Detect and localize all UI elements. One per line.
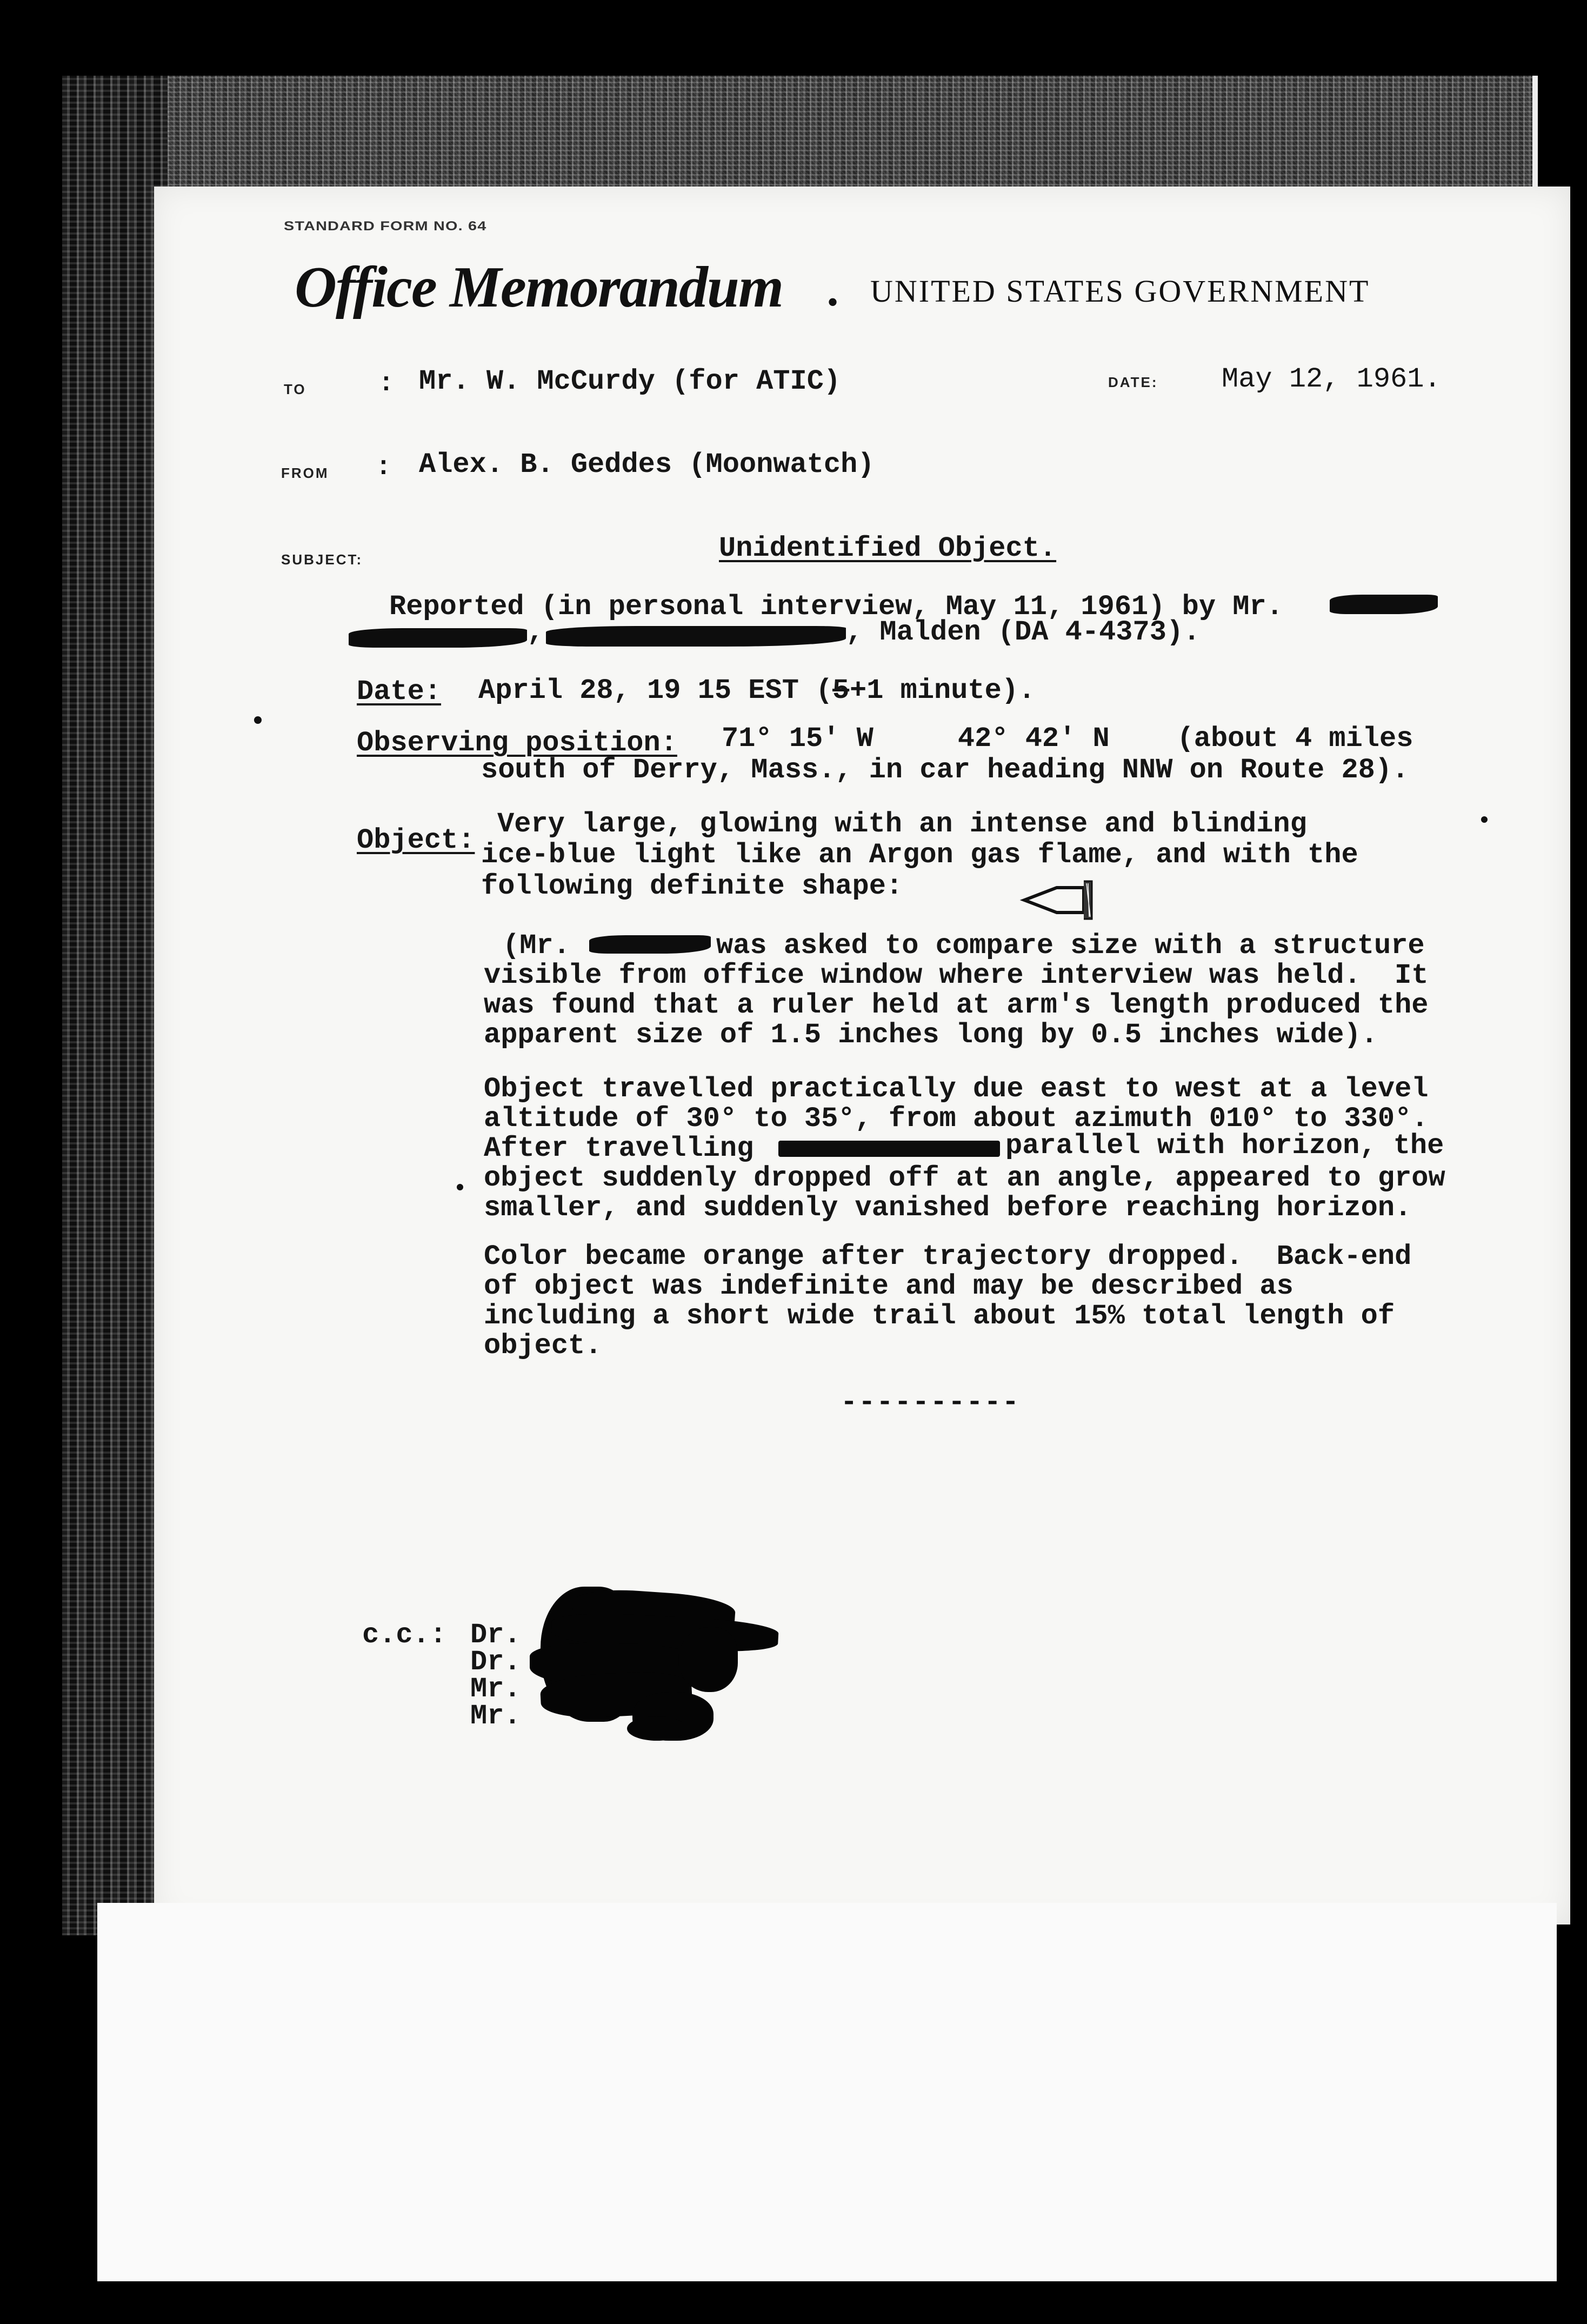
para2-line-3a: After travelling <box>484 1133 754 1164</box>
to-colon: : <box>378 369 394 398</box>
para2-line-2: altitude of 30° to 35°, from about azimuth 010° to 330°. <box>484 1103 1429 1135</box>
object-line-3: following definite shape: <box>481 870 903 902</box>
memo-title: Office Memorandum <box>295 255 783 319</box>
cc-recipient-3: Mr. <box>470 1673 521 1705</box>
redaction-name-1 <box>1330 595 1438 614</box>
cc-label: c.c.: <box>362 1619 447 1651</box>
form-number: STANDARD FORM NO. 64 <box>284 219 487 234</box>
obs-line-1: 71° 15' W 42° 42' N (about 4 miles <box>722 723 1413 755</box>
from-value: Alex. B. Geddes (Moonwatch) <box>419 449 875 481</box>
para2-line-1: Object travelled practically due east to west at a level <box>484 1073 1429 1105</box>
reported-line-1: Reported (in personal interview, May 11, 1961) by Mr. <box>389 591 1283 623</box>
obs-line-2: south of Derry, Mass., in car heading NNW on Route 28). <box>481 754 1409 786</box>
object-shape-sketch-icon <box>1019 876 1116 924</box>
date-label: DATE: <box>1108 374 1158 390</box>
object-line-2: ice-blue light like an Argon gas flame, and with the <box>481 839 1358 871</box>
underlying-sheet <box>97 1903 1557 2281</box>
comma-1: , <box>527 616 544 648</box>
cc-recipient-1: Dr. <box>470 1619 521 1651</box>
date-value: May 12, 1961. <box>1222 363 1441 395</box>
para3-line-4: object. <box>484 1330 602 1362</box>
scan-border-top <box>62 76 1532 200</box>
subject-value: Unidentified Object. <box>719 532 1057 564</box>
para1-line-1a: (Mr. <box>503 930 570 962</box>
from-colon: : <box>376 453 391 482</box>
end-separator: ---------- <box>841 1387 1021 1419</box>
margin-dot-3 <box>457 1184 463 1190</box>
to-label: TO <box>284 381 306 397</box>
object-line-1: Very large, glowing with an intense and blinding <box>497 808 1307 840</box>
date-struck-digit: 5 <box>832 675 850 707</box>
para1-line-2: visible from office window where interview was held. It <box>484 960 1429 991</box>
from-label: FROM <box>281 465 329 481</box>
para2-line-4: object suddenly dropped off at an angle, appeared to grow <box>484 1162 1445 1194</box>
cc-recipient-2: Dr. <box>470 1646 521 1678</box>
para3-line-3: including a short wide trail about 15% total length of <box>484 1300 1395 1332</box>
cc-recipient-4: Mr. <box>470 1700 521 1732</box>
object-heading: Object: <box>357 824 475 856</box>
scan-border-left <box>62 76 168 1935</box>
reported-line-2: , Malden (DA 4-4373). <box>846 616 1201 648</box>
margin-dot-1 <box>254 716 262 724</box>
para2-line-5: smaller, and suddenly vanished before reaching horizon. <box>484 1192 1412 1224</box>
para3-line-2: of object was indefinite and may be described as <box>484 1270 1293 1302</box>
para1-line-4: apparent size of 1.5 inches long by 0.5 inches wide). <box>484 1019 1378 1051</box>
margin-dot-2 <box>1481 816 1488 823</box>
memo-page <box>154 187 1570 1925</box>
redaction-name-3 <box>589 935 711 954</box>
date-tail: +1 minute). <box>850 675 1036 707</box>
redaction-name-2 <box>349 628 527 648</box>
obs-heading: Observing position: <box>357 727 677 759</box>
redaction-strikeout <box>778 1141 1000 1157</box>
date-text: April 28, 19 15 EST ( <box>478 675 833 707</box>
para2-line-3b: parallel with horizon, the <box>1005 1130 1444 1162</box>
para3-line-1: Color became orange after trajectory dropped. Back-end <box>484 1241 1412 1273</box>
date-heading: Date: <box>357 676 442 708</box>
title-separator: • <box>827 284 839 320</box>
government-label: UNITED STATES GOVERNMENT <box>870 274 1370 309</box>
para1-line-3: was found that a ruler held at arm's length produced the <box>484 989 1429 1021</box>
subject-label: SUBJECT: <box>281 551 363 568</box>
para1-line-1b: was asked to compare size with a structure <box>716 930 1425 962</box>
redaction-address <box>546 626 846 647</box>
to-value: Mr. W. McCurdy (for ATIC) <box>419 365 841 397</box>
